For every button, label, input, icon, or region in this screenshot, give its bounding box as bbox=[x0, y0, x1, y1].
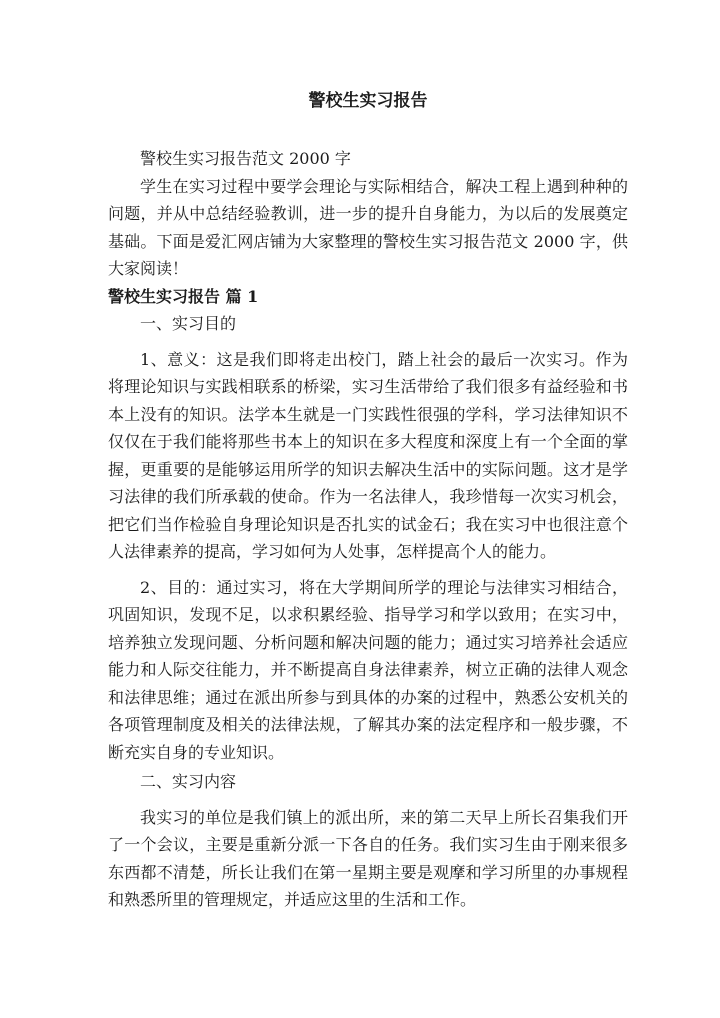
part1-heading: 一、实习目的 bbox=[140, 314, 237, 333]
section-heading: 警校生实习报告 篇 1 bbox=[108, 286, 259, 306]
document-title: 警校生实习报告 bbox=[308, 91, 428, 111]
part2-heading: 二、实习内容 bbox=[140, 772, 237, 791]
paragraph-significance: 1、意义：这是我们即将走出校门，踏上社会的最后一次实习。作为将理论知识与实践相联系的桥梁，实习生活带给了我们很多有益经验和书本上没有的知识。法学本生就是一门实践性很强的学科，学习法律知识不仅仅在于我们能将那些书本上的知识在多大程度和深度上有一个全面的掌握，更重要的是能够运用所学的知识去解决生活中的实际问题。这才是学习法律的我们所承载的使命。作为一名法律人，我珍惜每一次实习机会，把它们当作检验自身理论知识是否扎实的试金石；我在实习中也很注意个人法律素养的提高，学习如何为人处事，怎样提高个人的能力。 bbox=[108, 349, 628, 561]
intro-paragraph: 学生在实习过程中要学会理论与实际相结合，解决工程上遇到种种的问题，并从中总结经验教训，进一步的提升自身能力，为以后的发展奠定基础。下面是爱汇网店铺为大家整理的警校生实习报告范文 2000 字，供大家阅读！ bbox=[108, 176, 628, 278]
document-page bbox=[108, 88, 628, 914]
subtitle: 警校生实习报告范文 2000 字 bbox=[140, 149, 351, 168]
paragraph-content: 我实习的单位是我们镇上的派出所，来的第二天早上所长召集我们开了一个会议，主要是重新分派一下各自的任务。我们实习生由于刚来很多东西都不清楚，所长让我们在第一星期主要是观摩和学习所里的办事规程和熟悉所里的管理规定，并适应这里的生活和工作。 bbox=[108, 807, 628, 909]
paragraph-purpose: 2、目的：通过实习，将在大学期间所学的理论与法律实习相结合，巩固知识，发现不足，以求积累经验、指导学习和学以致用；在实习中，培养独立发现问题、分析问题和解决问题的能力；通过实习培养社会适应能力和人际交往能力，并不断提高自身法律素养，树立正确的法律人观念和法律思维；通过在派出所参与到具体的办案的过程中，熟悉公安机关的各项管理制度及相关的法律法规，了解其办案的法定程序和一般步骤，不断充实自身的专业知识。 bbox=[108, 577, 628, 762]
